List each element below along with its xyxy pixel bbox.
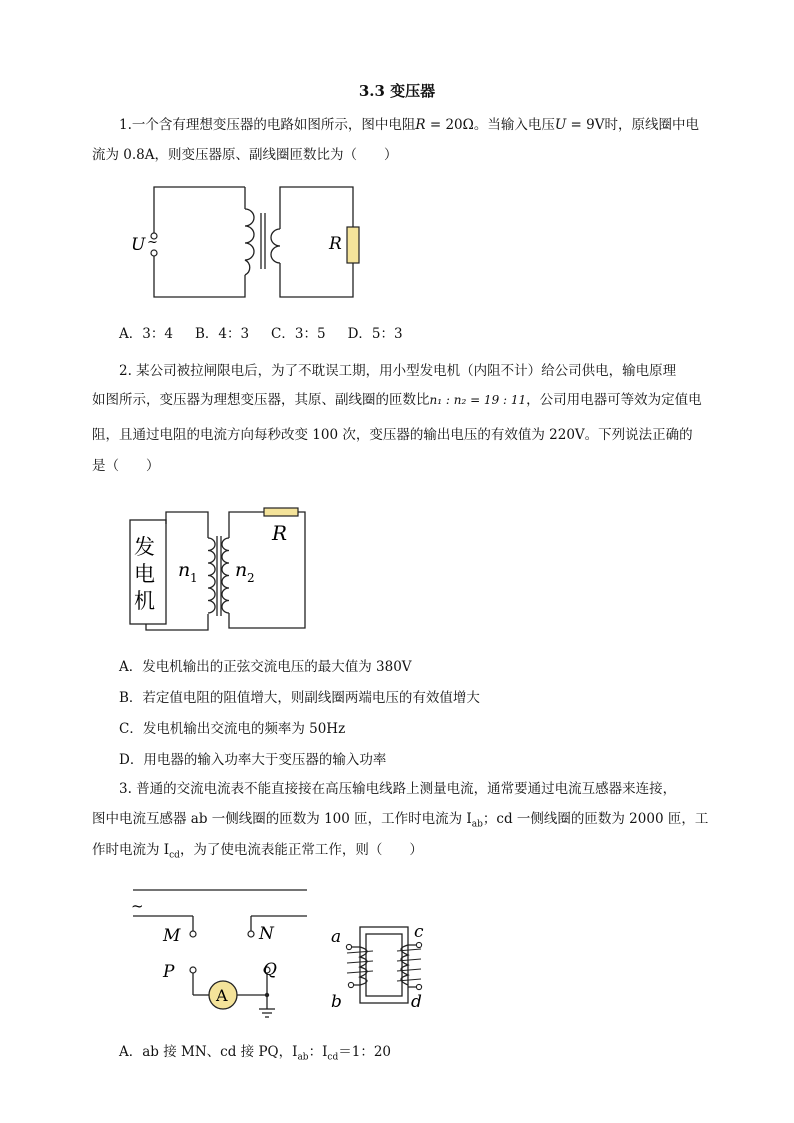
q2-resistor bbox=[264, 508, 298, 516]
q2-line1: 2. 某公司被拉闸限电后，为了不耽误工期，用小型发电机（内阻不计）给公司供电，输电原理 bbox=[119, 363, 677, 379]
q2-text-b: ，公司用电器可等效为定值电 bbox=[526, 392, 702, 408]
q3-text-d: ，为了使电流表能正常工作，则（ ） bbox=[179, 842, 423, 858]
q3-line1: 3. 普通的交流电流表不能直接接在高压输电线路上测量电流，通常要通过电流互感器来连接， bbox=[119, 781, 677, 797]
q3-opt-a-text2: ：I bbox=[308, 1044, 328, 1060]
q1-option-d[interactable]: D．5：3 bbox=[347, 326, 403, 342]
q2-line3: 阻，且通过电阻的电流方向每秒改变 100 次，变压器的输出电压的有效值为 220V。下列说法正确的 bbox=[92, 427, 693, 443]
q2-option-a[interactable]: A．发电机输出的正弦交流电压的最大值为 380V bbox=[119, 659, 412, 675]
q2-line4: 是（ ） bbox=[92, 458, 160, 474]
q3-label-tilde: ~ bbox=[131, 897, 144, 915]
q3-opt-a-text3: ＝1：20 bbox=[338, 1044, 392, 1060]
q2-circuit-diagram bbox=[125, 508, 310, 633]
page-title: 3.3 变压器 bbox=[358, 82, 436, 100]
q1-option-c[interactable]: C．3：5 bbox=[271, 326, 326, 342]
q2-option-c[interactable]: C．发电机输出交流电的频率为 50Hz bbox=[119, 721, 346, 737]
q1-label-u: U bbox=[131, 235, 146, 255]
q3-opt-a-sub2: cd bbox=[327, 1052, 339, 1063]
q1-r-val: = 20Ω bbox=[425, 117, 474, 133]
q3-line3 bbox=[92, 840, 704, 866]
q3-label-d: d bbox=[411, 992, 422, 1012]
q1-option-b[interactable]: B．4：3 bbox=[194, 326, 250, 342]
q2-text-a: 如图所示，变压器为理想变压器，其原、副线圈的匝数比 bbox=[92, 392, 430, 408]
q2-label-n2: n bbox=[235, 559, 248, 581]
q3-label-c: c bbox=[414, 922, 424, 942]
q1-text-a: 1.一个含有理想变压器的电路如图所示，图中电阻 bbox=[119, 117, 416, 133]
q1-text-c: 时，原线圈中电 bbox=[604, 117, 699, 133]
q3-text-a: 图中电流互感器 ab 一侧线圈的匝数为 100 匝，工作时电流为 I bbox=[92, 811, 472, 827]
q1-u-var: U bbox=[554, 117, 567, 133]
q2-gen-char3: 机 bbox=[134, 589, 155, 613]
q2-gen-char1: 发 bbox=[134, 535, 155, 559]
q1-resistor bbox=[347, 227, 359, 263]
q2-label-n1: n bbox=[178, 559, 191, 581]
q3-line2 bbox=[92, 809, 709, 835]
q3-opt-a-sub1: ab bbox=[297, 1052, 309, 1063]
q2-option-b[interactable]: B．若定值电阻的阻值增大，则副线圈两端电压的有效值增大 bbox=[119, 690, 480, 706]
q3-label-q: Q bbox=[263, 960, 277, 980]
q3-label-a: a bbox=[331, 927, 342, 947]
q1-label-tilde: ~ bbox=[147, 235, 158, 250]
q2-label-n1-sub: 1 bbox=[190, 571, 198, 585]
q3-label-ammeter: A bbox=[216, 986, 228, 1005]
q1-option-a[interactable]: A．3：4 bbox=[119, 326, 173, 342]
q1-r-var: R bbox=[415, 117, 426, 133]
q3-sub-ab: ab bbox=[471, 819, 483, 830]
q1-line2: 流为 0.8A，则变压器原、副线圈匝数比为（ ） bbox=[92, 147, 398, 163]
q2-option-d[interactable]: D．用电器的输入功率大于变压器的输入功率 bbox=[119, 752, 387, 768]
q3-label-p: P bbox=[163, 962, 175, 982]
q3-text-b: ；cd 一侧线圈的匝数为 2000 匝，工 bbox=[482, 811, 709, 827]
q1-text-b: 。当输入电压 bbox=[473, 117, 555, 133]
q3-text-c: 作时电流为 I bbox=[92, 842, 170, 858]
q3-label-b: b bbox=[331, 992, 342, 1012]
q2-label-n2-sub: 2 bbox=[247, 571, 255, 585]
q1-line1 bbox=[119, 115, 731, 135]
q2-gen-char2: 电 bbox=[134, 562, 155, 586]
q3-sub-cd: cd bbox=[169, 850, 180, 861]
q2-label-r: R bbox=[272, 521, 288, 545]
q3-transformer-diagram bbox=[125, 885, 435, 1025]
q3-label-m: M bbox=[163, 926, 181, 946]
q1-label-r: R bbox=[329, 234, 342, 254]
q3-opt-a-text1: A．ab 接 MN、cd 接 PQ，I bbox=[119, 1044, 298, 1060]
q2-line2 bbox=[92, 390, 704, 410]
q1-circuit-diagram bbox=[125, 183, 365, 303]
q2-ratio: n₁ : n₂ = 19 : 11 bbox=[429, 393, 527, 407]
q3-label-n: N bbox=[259, 924, 274, 944]
q1-options bbox=[119, 322, 425, 342]
q1-u-val: = 9V bbox=[566, 117, 605, 133]
q3-option-a[interactable] bbox=[119, 1040, 391, 1063]
